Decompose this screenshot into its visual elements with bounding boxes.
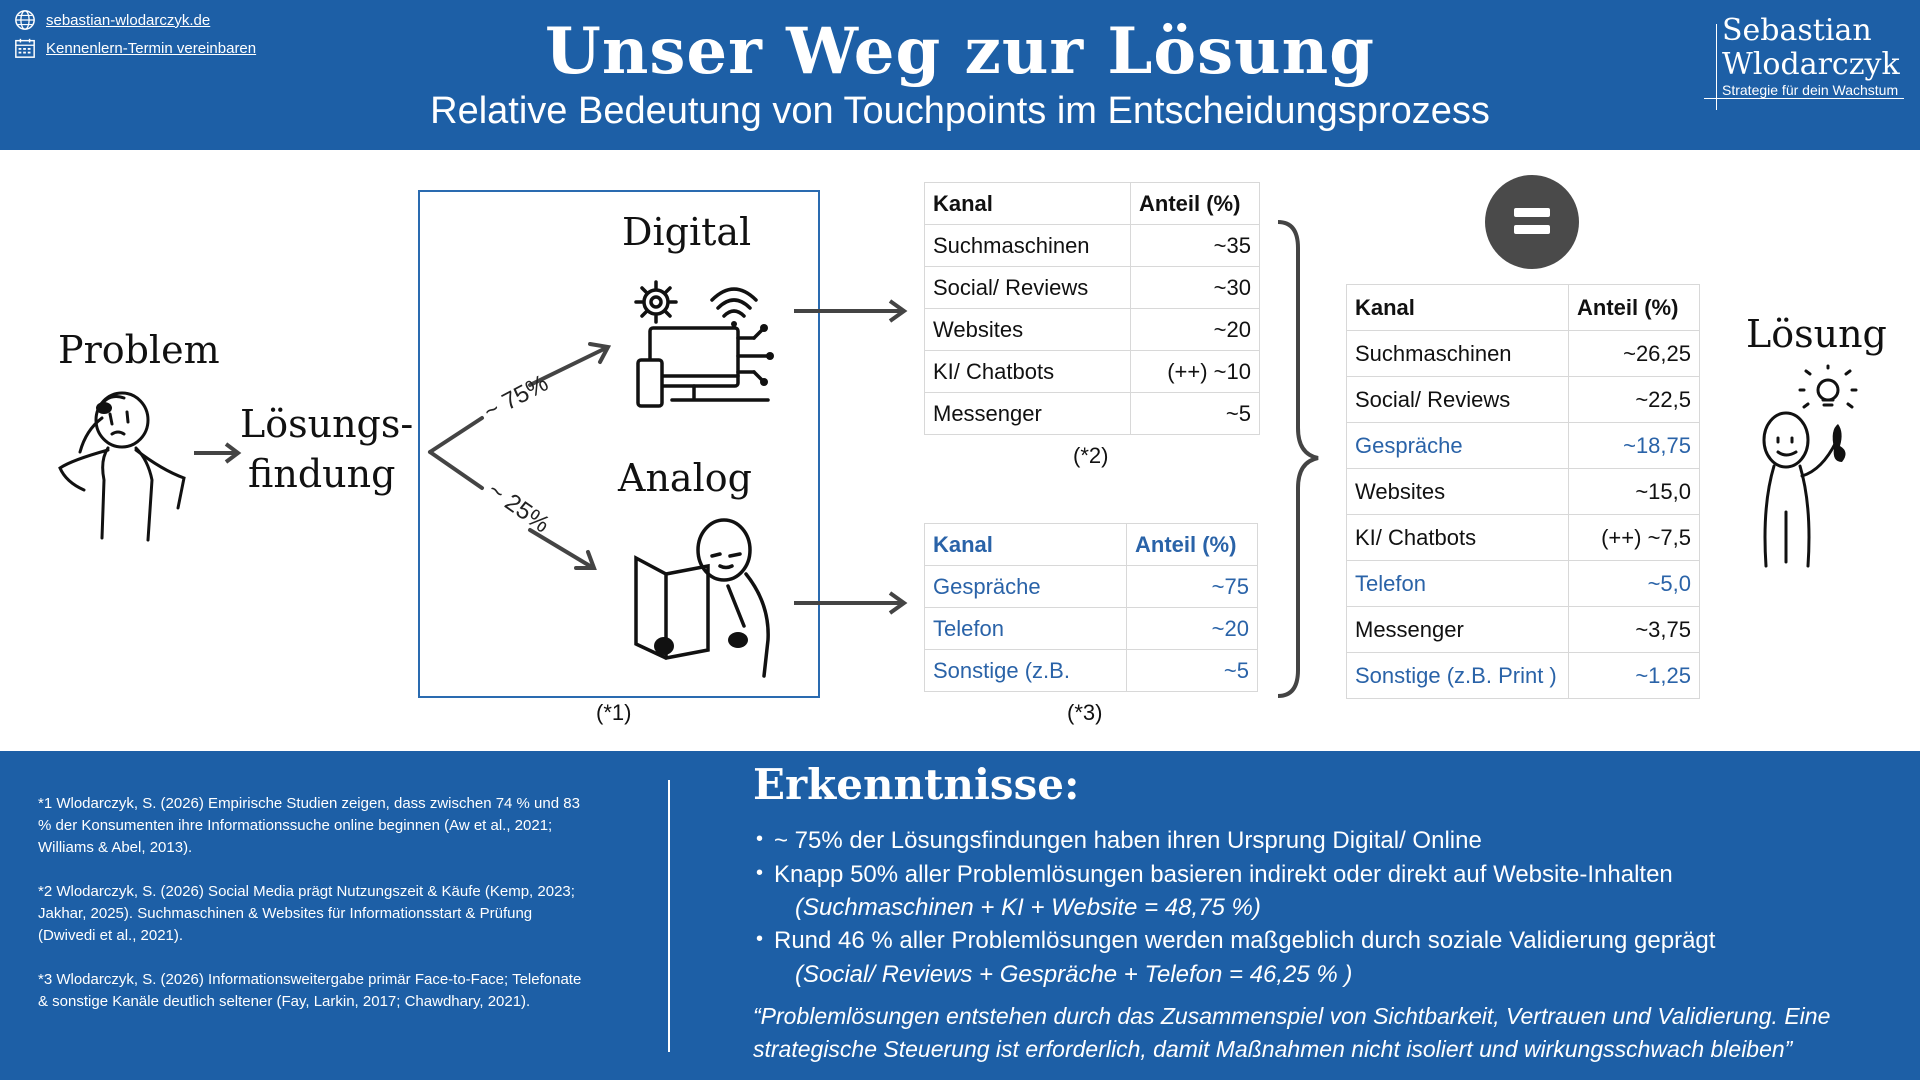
table-row xyxy=(925,608,1258,650)
column-header: Kanal xyxy=(925,524,1127,566)
channel-cell: Messenger xyxy=(1347,607,1569,653)
table-row xyxy=(925,351,1260,393)
brand-name-line2: Wlodarczyk xyxy=(1722,47,1900,82)
process-label-line2: findung xyxy=(248,452,396,496)
insights-heading: Erkenntnisse: xyxy=(753,760,1080,809)
table-row xyxy=(1347,653,1700,699)
channel-cell: Gespräche xyxy=(925,566,1127,608)
column-header: Anteil (%) xyxy=(1569,285,1700,331)
channel-cell: Suchmaschinen xyxy=(1347,331,1569,377)
share-cell: ~75 xyxy=(1127,566,1258,608)
share-cell: ~22,5 xyxy=(1569,377,1700,423)
footnote-ref-3: (*3) xyxy=(1067,700,1103,725)
channel-cell: Sonstige (z.B. xyxy=(925,650,1127,692)
table-header-row xyxy=(925,183,1260,225)
column-header: Anteil (%) xyxy=(1131,183,1260,225)
share-cell: ~3,75 xyxy=(1569,607,1700,653)
column-header: Kanal xyxy=(925,183,1131,225)
table-row xyxy=(925,566,1258,608)
insight-bullet-3-detail: (Social/ Reviews + Gespräche + Telefon = 46,25 % ) xyxy=(795,961,1353,988)
table-header-row xyxy=(1347,285,1700,331)
channel-cell: Sonstige (z.B. Print ) xyxy=(1347,653,1569,699)
thinking-person-icon xyxy=(52,390,192,550)
brand-tagline: Strategie für dein Wachstum xyxy=(1722,82,1899,98)
idea-person-icon xyxy=(1750,364,1870,570)
channel-cell: Telefon xyxy=(925,608,1127,650)
share-cell: ~18,75 xyxy=(1569,423,1700,469)
table-row xyxy=(1347,423,1700,469)
page-title: Unser Weg zur Lösung xyxy=(545,14,1375,89)
analog-share-label: ~ 25% xyxy=(482,476,555,539)
share-cell: (++) ~7,5 xyxy=(1569,515,1700,561)
channel-cell: Telefon xyxy=(1347,561,1569,607)
channel-cell: Websites xyxy=(925,309,1131,351)
share-cell: ~5 xyxy=(1131,393,1260,435)
analog-channels-table xyxy=(924,523,1258,692)
brand-underline xyxy=(1704,98,1904,99)
header-banner xyxy=(0,0,1920,150)
share-cell: ~35 xyxy=(1131,225,1260,267)
brand-logo xyxy=(1722,14,1900,82)
analog-heading: Analog xyxy=(618,456,752,500)
digital-heading: Digital xyxy=(622,210,752,254)
table-row xyxy=(1347,561,1700,607)
digital-devices-icon xyxy=(628,276,778,410)
share-cell: ~5,0 xyxy=(1569,561,1700,607)
channel-cell: Social/ Reviews xyxy=(925,267,1131,309)
share-cell: ~20 xyxy=(1131,309,1260,351)
page-subtitle: Relative Bedeutung von Touchpoints im Entscheidungsprozess xyxy=(430,90,1490,132)
brand-name-line1: Sebastian xyxy=(1722,13,1872,48)
table-row xyxy=(1347,377,1700,423)
website-link-text[interactable]: sebastian-wlodarczyk.de xyxy=(46,11,211,29)
digital-channels-table xyxy=(924,182,1260,435)
table-row xyxy=(925,393,1260,435)
share-cell: ~5 xyxy=(1127,650,1258,692)
table-row xyxy=(1347,331,1700,377)
process-label-line1: Lösungs- xyxy=(240,402,414,446)
insight-bullet-2: • Knapp 50% aller Problemlösungen basieren indirekt oder direkt auf Website-Inhalten xyxy=(774,861,1673,889)
arrow-icon xyxy=(192,440,244,466)
channel-cell: Messenger xyxy=(925,393,1131,435)
share-cell: ~1,25 xyxy=(1569,653,1700,699)
conclusion-quote-line2: strategische Steuerung ist erforderlich, damit Maßnahmen nicht isoliert und wirkungsschwach bleiben” xyxy=(753,1036,1793,1062)
insight-bullet-2-detail: (Suchmaschinen + KI + Website = 48,75 %) xyxy=(795,894,1261,921)
footer-divider xyxy=(668,780,670,1052)
table-row xyxy=(1347,469,1700,515)
arrow-icon xyxy=(792,296,910,326)
share-cell: ~30 xyxy=(1131,267,1260,309)
equals-icon xyxy=(1485,175,1579,269)
table-row xyxy=(1347,607,1700,653)
insight-bullet-1: • ~ 75% der Lösungsfindungen haben ihren Ursprung Digital/ Online xyxy=(774,827,1482,855)
combined-channels-table xyxy=(1346,284,1700,699)
share-cell: ~26,25 xyxy=(1569,331,1700,377)
table-row xyxy=(925,650,1258,692)
channel-cell: Social/ Reviews xyxy=(1347,377,1569,423)
insight-bullet-3: • Rund 46 % aller Problemlösungen werden maßgeblich durch soziale Validierung geprägt xyxy=(774,927,1715,955)
column-header: Kanal xyxy=(1347,285,1569,331)
channel-cell: Gespräche xyxy=(1347,423,1569,469)
channel-cell: KI/ Chatbots xyxy=(1347,515,1569,561)
share-cell: ~15,0 xyxy=(1569,469,1700,515)
footnote-ref-2: (*2) xyxy=(1073,443,1109,468)
share-cell: (++) ~10 xyxy=(1131,351,1260,393)
arrow-icon xyxy=(792,588,910,618)
digital-share-label: ~ 75% xyxy=(479,369,553,426)
reading-person-icon xyxy=(628,514,790,680)
channel-cell: Suchmaschinen xyxy=(925,225,1131,267)
share-cell: ~20 xyxy=(1127,608,1258,650)
appointment-link-text[interactable]: Kennenlern-Termin vereinbaren xyxy=(46,39,257,57)
table-row xyxy=(925,309,1260,351)
table-header-row xyxy=(925,524,1258,566)
problem-label: Problem xyxy=(58,328,220,372)
table-row xyxy=(925,225,1260,267)
footnote-ref-1: (*1) xyxy=(596,700,632,725)
combine-brace xyxy=(1272,218,1326,700)
conclusion-quote-line1: “Problemlösungen entstehen durch das Zusammenspiel von Sichtbarkeit, Vertrauen und Validierung. Eine xyxy=(753,1003,1831,1029)
source-note-1: *1 Wlodarczyk, S. (2026) Empirische Studien zeigen, dass zwischen 74 % und 83 % der Konsumenten ihre Informationssuche online beginnen (Aw et al., 2021; Williams & Abel, 2013). xyxy=(38,795,580,856)
table-row xyxy=(925,267,1260,309)
source-note-3: *3 Wlodarczyk, S. (2026) Informationsweitergabe primär Face-to-Face; Telefonate & sonstige Kanäle deutlich seltener (Fay, Larkin, 2017; Chawdhary, 2021). xyxy=(38,971,582,1010)
channel-cell: KI/ Chatbots xyxy=(925,351,1131,393)
column-header: Anteil (%) xyxy=(1127,524,1258,566)
table-row xyxy=(1347,515,1700,561)
channel-cell: Websites xyxy=(1347,469,1569,515)
solution-label: Lösung xyxy=(1746,312,1887,356)
source-note-2: *2 Wlodarczyk, S. (2026) Social Media prägt Nutzungszeit & Käufe (Kemp, 2023; Jakhar, 2025). Suchmaschinen & Websites für Informationsstart & Prüfung (Dwivedi et al., 2021). xyxy=(38,883,575,944)
